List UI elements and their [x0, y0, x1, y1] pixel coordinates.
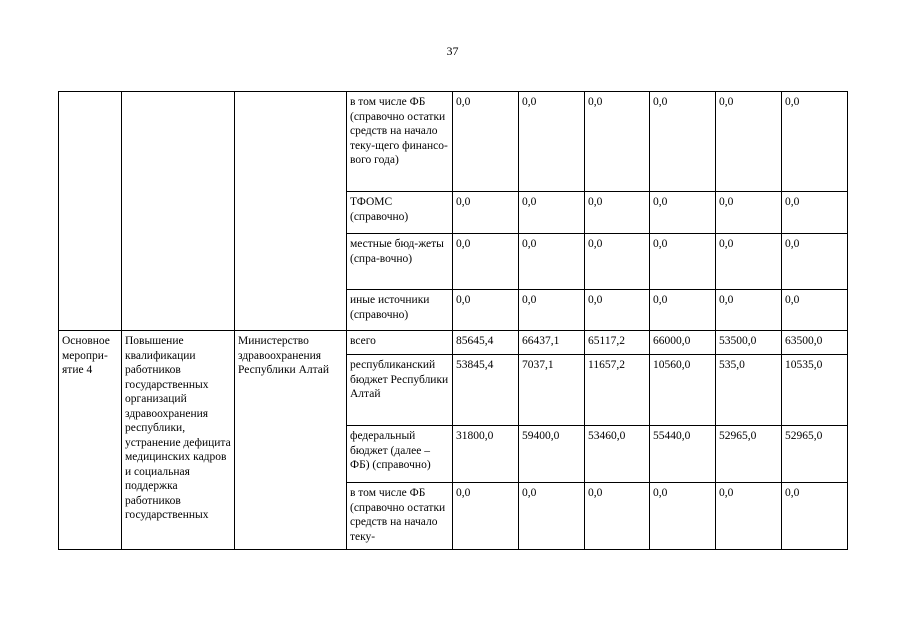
cell-empty [59, 92, 122, 331]
value-cell: 0,0 [585, 92, 650, 192]
table-row [59, 92, 848, 192]
value-cell: 0,0 [716, 234, 782, 290]
measure-code: Основное меропри-ятие 4 [59, 331, 122, 550]
value-cell: 53460,0 [585, 426, 650, 483]
funding-source: в том числе ФБ (справочно остатки средств на начало теку-щего финансо-вого года) [347, 92, 453, 192]
value-cell: 53500,0 [716, 331, 782, 355]
value-cell: 0,0 [650, 483, 716, 550]
value-cell: 0,0 [650, 234, 716, 290]
value-cell: 0,0 [519, 192, 585, 234]
measure-name: Повышение квалификации работников государственных организаций здравоохранения республики, устранение дефицита медицинских кадров и социальная поддержка работников государственных [122, 331, 235, 550]
value-cell: 0,0 [782, 192, 848, 234]
value-cell: 0,0 [782, 234, 848, 290]
value-cell: 0,0 [453, 92, 519, 192]
value-cell: 0,0 [716, 92, 782, 192]
value-cell: 0,0 [453, 192, 519, 234]
value-cell: 66437,1 [519, 331, 585, 355]
budget-table [58, 91, 848, 550]
value-cell: 0,0 [716, 192, 782, 234]
value-cell: 0,0 [716, 290, 782, 331]
funding-source: ТФОМС (справочно) [347, 192, 453, 234]
value-cell: 0,0 [519, 290, 585, 331]
cell-empty [235, 92, 347, 331]
value-cell: 0,0 [716, 483, 782, 550]
value-cell: 0,0 [585, 483, 650, 550]
table-row [59, 331, 848, 355]
value-cell: 0,0 [519, 234, 585, 290]
cell-empty [122, 92, 235, 331]
value-cell: 0,0 [782, 290, 848, 331]
funding-source: федеральный бюджет (далее – ФБ) (справочно) [347, 426, 453, 483]
funding-source: иные источники (справочно) [347, 290, 453, 331]
value-cell: 0,0 [585, 234, 650, 290]
value-cell: 63500,0 [782, 331, 848, 355]
funding-source: всего [347, 331, 453, 355]
value-cell: 0,0 [782, 92, 848, 192]
value-cell: 0,0 [453, 234, 519, 290]
value-cell: 0,0 [650, 290, 716, 331]
value-cell: 0,0 [453, 290, 519, 331]
funding-source: местные бюд-жеты (спра-вочно) [347, 234, 453, 290]
value-cell: 7037,1 [519, 355, 585, 426]
value-cell: 0,0 [519, 92, 585, 192]
value-cell: 535,0 [716, 355, 782, 426]
funding-source: республиканский бюджет Республики Алтай [347, 355, 453, 426]
value-cell: 0,0 [519, 483, 585, 550]
value-cell: 11657,2 [585, 355, 650, 426]
value-cell: 10535,0 [782, 355, 848, 426]
value-cell: 0,0 [650, 192, 716, 234]
value-cell: 10560,0 [650, 355, 716, 426]
measure-executor: Министерство здравоохранения Республики Алтай [235, 331, 347, 550]
value-cell: 0,0 [585, 192, 650, 234]
value-cell: 0,0 [453, 483, 519, 550]
value-cell: 66000,0 [650, 331, 716, 355]
value-cell: 0,0 [782, 483, 848, 550]
funding-source: в том числе ФБ (справочно остатки средств на начало теку- [347, 483, 453, 550]
value-cell: 85645,4 [453, 331, 519, 355]
value-cell: 52965,0 [716, 426, 782, 483]
value-cell: 55440,0 [650, 426, 716, 483]
value-cell: 52965,0 [782, 426, 848, 483]
page-number: 37 [446, 44, 459, 58]
value-cell: 65117,2 [585, 331, 650, 355]
value-cell: 31800,0 [453, 426, 519, 483]
value-cell: 59400,0 [519, 426, 585, 483]
value-cell: 0,0 [585, 290, 650, 331]
value-cell: 0,0 [650, 92, 716, 192]
value-cell: 53845,4 [453, 355, 519, 426]
